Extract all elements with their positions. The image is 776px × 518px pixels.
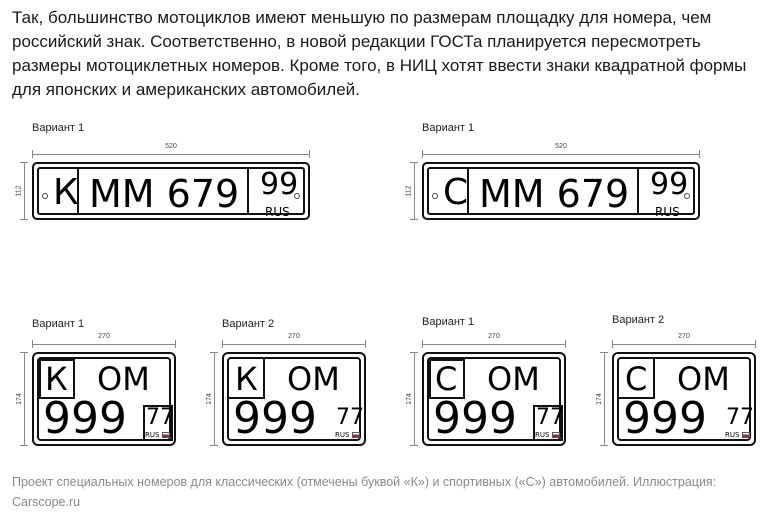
plate-number: 999 xyxy=(233,393,317,444)
variant-label: Вариант 1 xyxy=(32,122,85,134)
plate-series: ОМ xyxy=(487,360,540,398)
plate-region-code: 77 xyxy=(536,405,564,430)
plate-country-code: RUS xyxy=(335,431,350,439)
plate-region-code: 77 xyxy=(726,405,754,430)
variant-label: Вариант 2 xyxy=(222,318,275,330)
plate-number: 999 xyxy=(43,393,127,444)
plate-series: ОМ xyxy=(287,360,340,398)
plate-category-letter: К xyxy=(53,172,79,213)
width-dimension: 270 xyxy=(222,340,366,348)
height-dimension: 174 xyxy=(600,352,608,446)
russian-flag-icon xyxy=(352,432,360,438)
height-dimension: 112 xyxy=(20,162,28,220)
license-plate-long xyxy=(32,162,310,220)
width-dimension: 270 xyxy=(612,340,756,348)
square-plate-block-3 xyxy=(405,316,582,456)
plate-series-number: ММ 679 xyxy=(89,172,240,216)
plate-number: 999 xyxy=(433,393,517,444)
plate-category-letter: С xyxy=(625,360,648,398)
plate-region-code: 99 xyxy=(260,167,299,202)
plate-number: 999 xyxy=(623,393,707,444)
plate-region-code: 77 xyxy=(146,405,174,430)
plate-category-letter: К xyxy=(45,360,68,398)
russian-flag-icon xyxy=(742,432,750,438)
square-plate-block-4 xyxy=(595,314,772,454)
variant-label: Вариант 1 xyxy=(422,122,475,134)
license-plate-square xyxy=(222,352,366,446)
plate-region-code: 77 xyxy=(336,405,364,430)
width-dimension: 270 xyxy=(422,340,566,348)
russian-flag-icon xyxy=(552,432,560,438)
variant-label: Вариант 2 xyxy=(612,314,665,326)
variant-label: Вариант 1 xyxy=(422,316,475,328)
long-plate-block-2 xyxy=(405,122,712,222)
long-plate-block-1 xyxy=(15,122,322,222)
variant-label: Вариант 1 xyxy=(32,318,85,330)
plate-region-code: 99 xyxy=(650,167,689,202)
height-dimension: 174 xyxy=(210,352,218,446)
width-dimension: 520 xyxy=(32,150,310,158)
plate-country-code: RUS xyxy=(655,205,680,219)
plate-category-letter: С xyxy=(435,360,458,398)
russian-flag-icon xyxy=(162,432,170,438)
plate-category-letter: С xyxy=(443,172,469,213)
height-dimension: 174 xyxy=(410,352,418,446)
plate-category-letter: К xyxy=(235,360,258,398)
square-plate-block-2 xyxy=(205,318,382,458)
height-dimension: 112 xyxy=(410,162,418,220)
plate-series: ОМ xyxy=(97,360,150,398)
height-dimension: 174 xyxy=(20,352,28,446)
figure-caption: Проект специальных номеров для классических (отмечены буквой «К») и спортивных («С») автомобилей. Иллюстрация: Carscope.ru xyxy=(12,475,717,509)
license-plates-figure xyxy=(0,112,776,462)
license-plate-square xyxy=(32,352,176,446)
article-paragraph: Так, большинство мотоциклов имеют меньшую по размерам площадку для номера, чем российский знак. Соответственно, в новой редакции ГОСТа планируется пересмотреть размеры мотоциклетных номеров. Кроме того, в НИЦ хотят ввести знаки квадратной формы для японских и американских автомобилей. xyxy=(12,8,747,99)
plate-country-code: RUS xyxy=(725,431,740,439)
width-dimension: 520 xyxy=(422,150,700,158)
width-dimension: 270 xyxy=(32,340,176,348)
plate-country-code: RUS xyxy=(535,431,550,439)
license-plate-long xyxy=(422,162,700,220)
square-plate-block-1 xyxy=(15,318,192,458)
license-plate-square xyxy=(612,352,756,446)
plate-country-code: RUS xyxy=(145,431,160,439)
plate-series-number: ММ 679 xyxy=(479,172,630,216)
license-plate-square xyxy=(422,352,566,446)
plate-series: ОМ xyxy=(677,360,730,398)
plate-country-code: RUS xyxy=(265,205,290,219)
